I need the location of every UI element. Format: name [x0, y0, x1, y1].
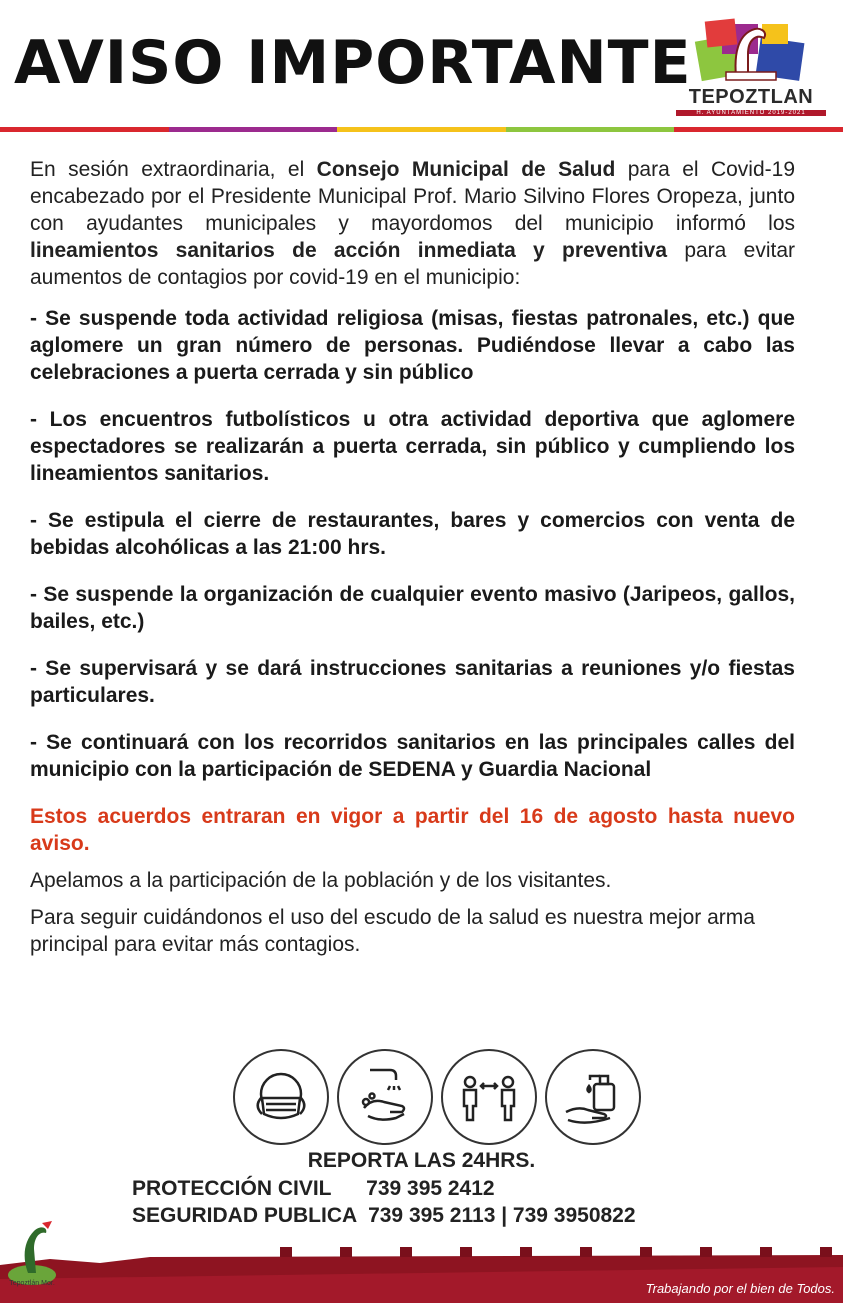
notice-body	[30, 156, 795, 968]
proteccion-civil-contact: PROTECCIÓN CIVIL 739 395 2412	[132, 1177, 495, 1200]
social-distance-icon	[441, 1049, 537, 1145]
intro-text: En sesión extraordinaria, el	[30, 158, 317, 181]
tepoztlan-logo	[676, 14, 826, 122]
appeal-text: Apelamos a la participación de la población y de los visitantes.	[30, 869, 612, 892]
hand-sanitizer-icon	[545, 1049, 641, 1145]
hand-washing-icon	[337, 1049, 433, 1145]
intro-bold-text: Consejo Municipal de Salud	[316, 158, 616, 181]
intro-text: para el Covid-19 encabezado por el Presidente Municipal Prof. Mario Silvino Flores Oropeza, junto con ayudantes municipales y mayordomos del municipio informó los	[30, 158, 795, 235]
report-heading: REPORTA LAS 24HRS.	[307, 1149, 536, 1172]
color-stripe	[0, 127, 843, 132]
logo-text: TEPOZTLAN	[688, 86, 814, 108]
intro-paragraph	[30, 156, 795, 291]
mascot-label: Tepoztlán Mor.	[9, 1280, 55, 1287]
effective-date-notice: Estos acuerdos entraran en vigor a partir del 16 de agosto hasta nuevo aviso.	[30, 805, 795, 855]
guideline-item: - Se continuará con los recorridos sanitarios en las principales calles del municipio con la participación de SEDENA y Guardia Nacional	[30, 731, 795, 781]
closing-text: Para seguir cuidándonos el uso del escudo de la salud es nuestra mejor arma principal para evitar más contagios.	[30, 906, 755, 956]
header	[0, 0, 843, 128]
intro-bold-text: lineamientos sanitarios de acción inmediata y preventiva	[30, 239, 668, 262]
footer-slogan: Trabajando por el bien de Todos.	[645, 1281, 835, 1296]
guideline-item: - Se suspende toda actividad religiosa (misas, fiestas patronales, etc.) que aglomere un gran número de personas. Pudiéndose llevar a cabo las celebraciones a puerta cerrada y sin público	[30, 307, 795, 384]
page-title: AVISO IMPORTANTE	[14, 28, 692, 98]
logo-emblem-icon	[676, 14, 826, 86]
guideline-item: - Los encuentros futbolísticos u otra actividad deportiva que aglomere espectadores se realizarán a puerta cerrada, sin público y cumpliendo los lineamientos sanitarios.	[30, 408, 795, 485]
guideline-item: - Se supervisará y se dará instrucciones sanitarias a reuniones y/o fiestas particulares.	[30, 657, 795, 707]
seguridad-publica-contact: SEGURIDAD PUBLICA 739 395 2113 | 739 3950822	[132, 1204, 636, 1227]
prevention-icons	[233, 1049, 641, 1145]
guideline-item: - Se suspende la organización de cualquier evento masivo (Jaripeos, gallos, bailes, etc.)	[30, 583, 795, 633]
guideline-item: - Se estipula el cierre de restaurantes, bares y comercios con venta de bebidas alcohólicas a las 21:00 hrs.	[30, 509, 795, 559]
intro-text: para evitar aumentos de contagios por covid-19 en el municipio:	[30, 239, 795, 289]
logo-subtext: H. AYUNTAMIENTO 2019-2021	[676, 110, 826, 116]
face-mask-icon	[233, 1049, 329, 1145]
